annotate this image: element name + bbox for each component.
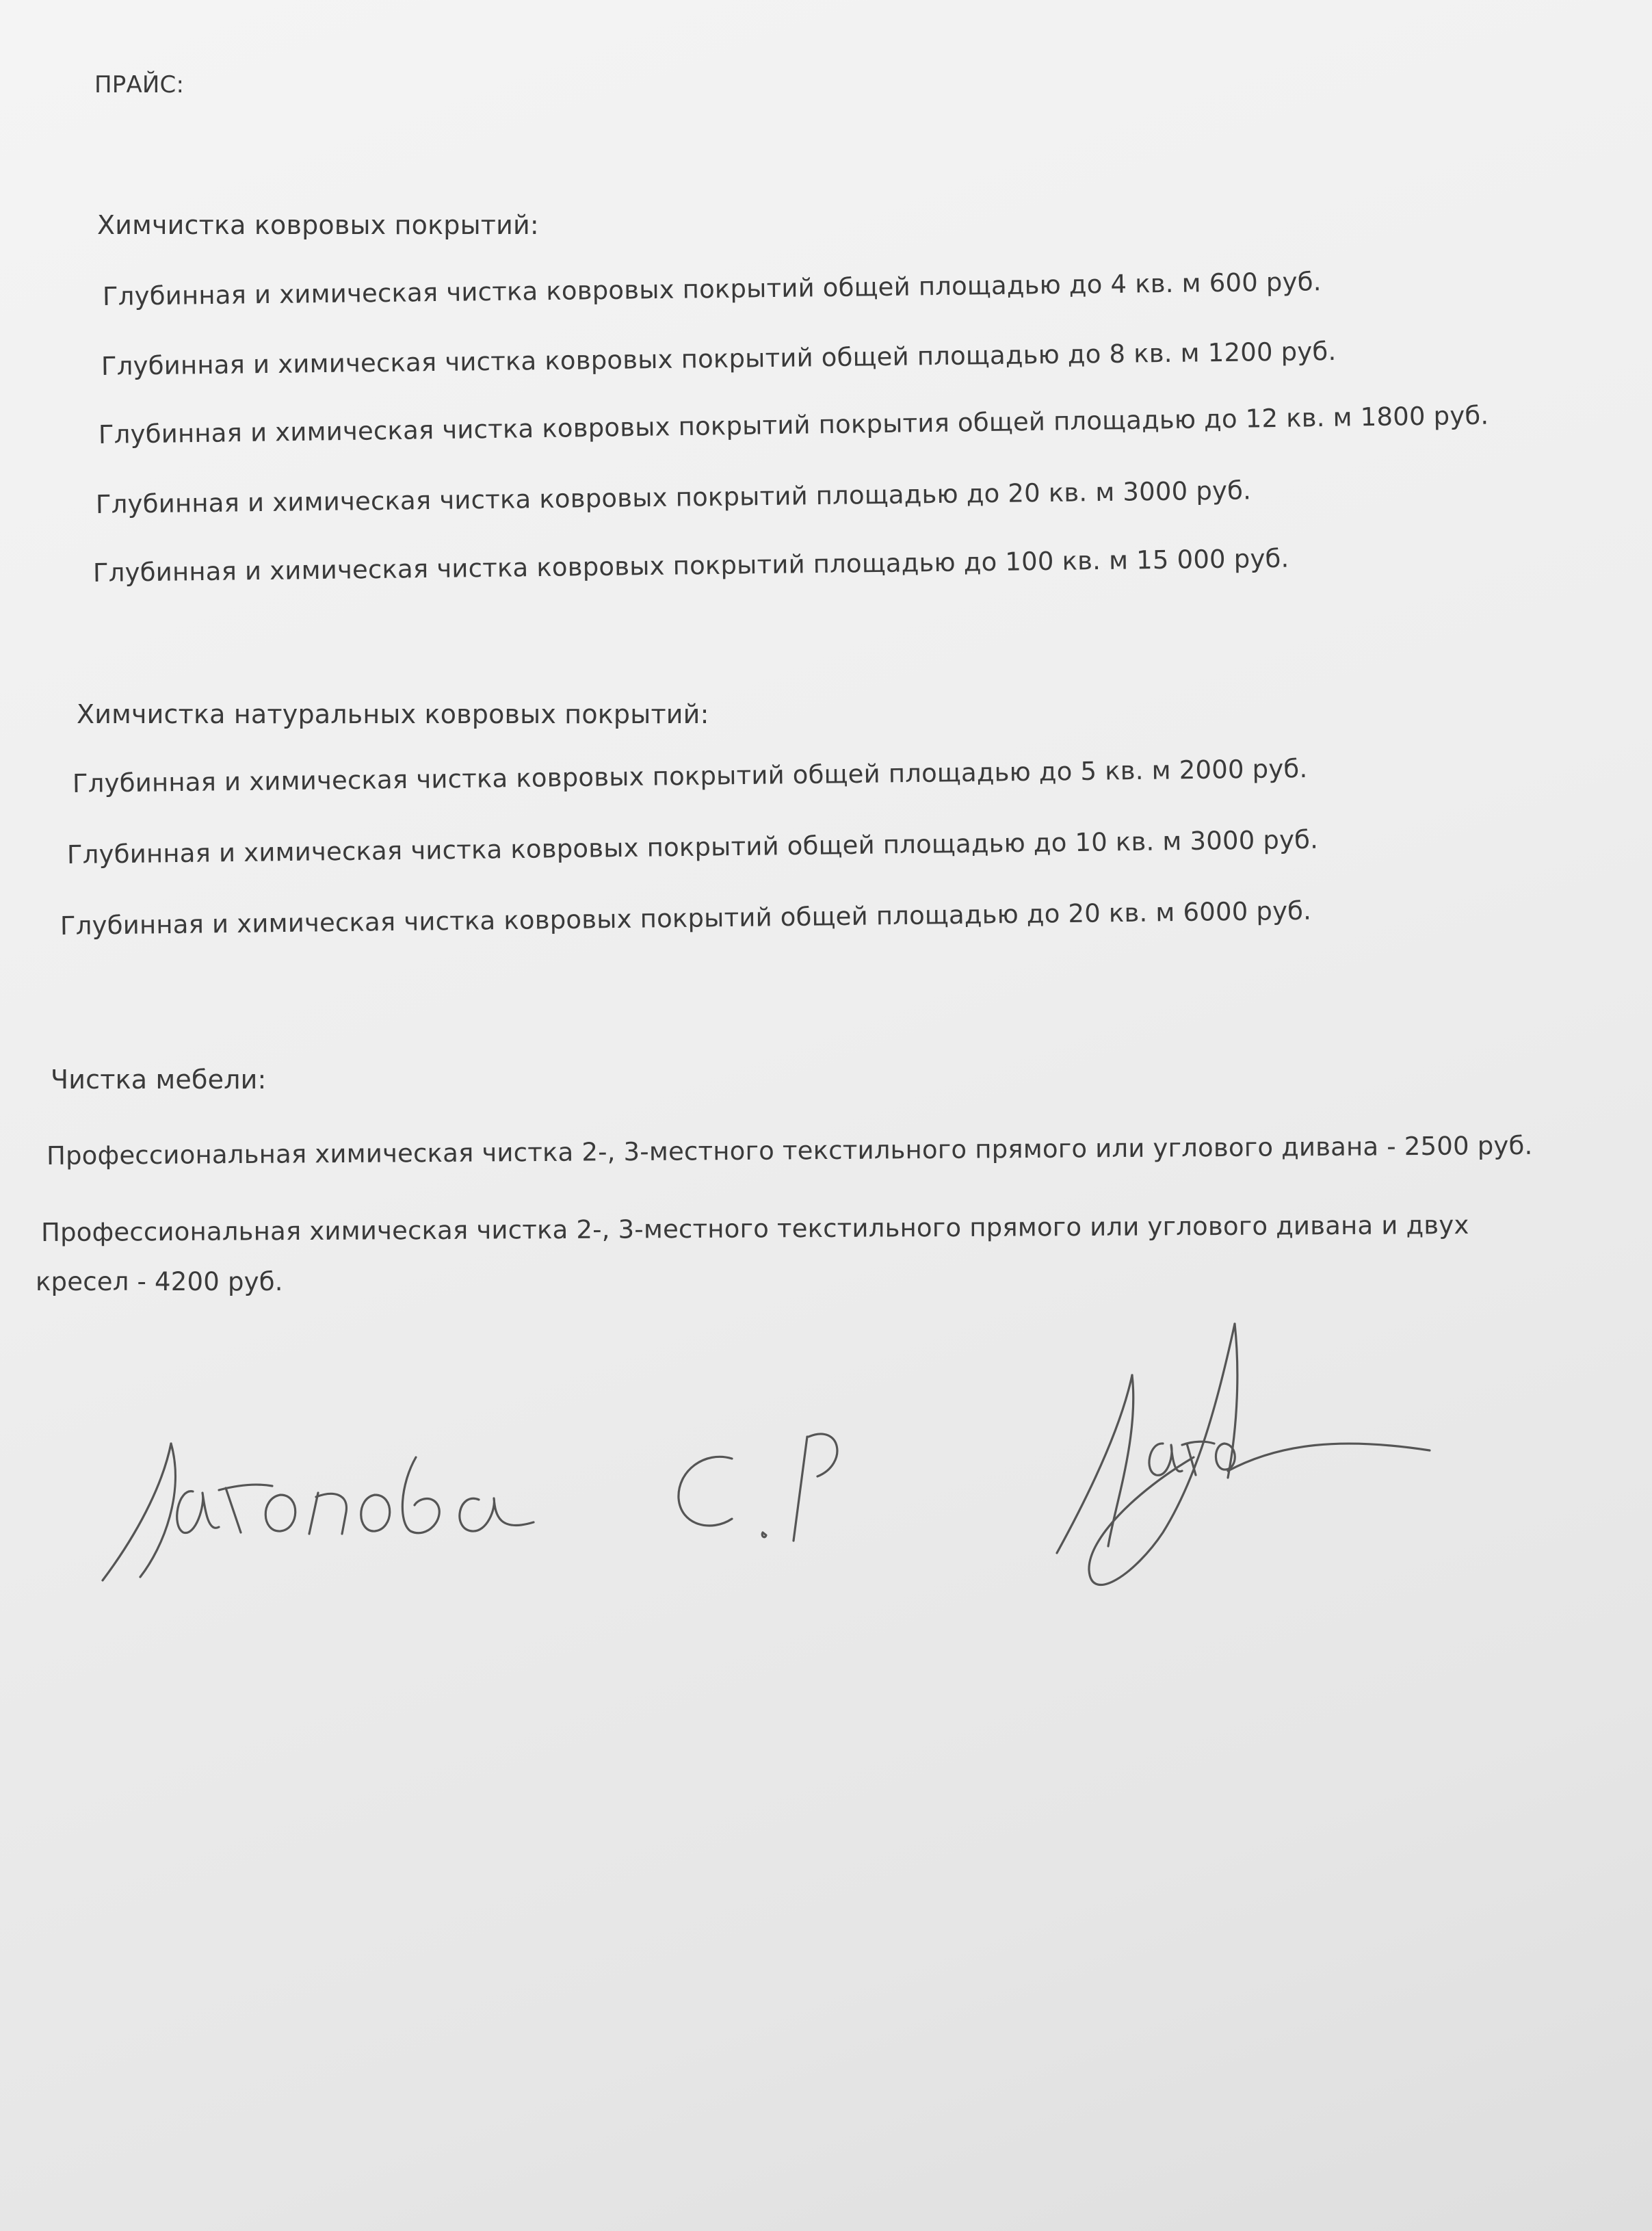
price-item: Профессиональная химическая чистка 2-, 3-местного текстильного прямого или углового дивана - 2500 руб.: [46, 1130, 1533, 1171]
price-item: Профессиональная химическая чистка 2-, 3-местного текстильного прямого или углового дивана и двух: [40, 1210, 1469, 1247]
price-item: Глубинная и химическая чистка ковровых покрытий общей площадью до 4 кв. м 600 руб.: [102, 267, 1322, 311]
price-item: Глубинная и химическая чистка ковровых покрытий общей площадью до 5 кв. м 2000 руб.: [72, 753, 1308, 798]
price-item: Глубинная и химическая чистка ковровых покрытий покрытия общей площадью до 12 кв. м 1800 руб.: [98, 400, 1489, 449]
price-item: Глубинная и химическая чистка ковровых покрытий общей площадью до 20 кв. м 6000 руб.: [60, 896, 1312, 941]
price-item: Глубинная и химическая чистка ковровых покрытий площадью до 100 кв. м 15 000 руб.: [92, 543, 1289, 588]
document-title: ПРАЙС:: [94, 71, 185, 99]
section-heading-natural-carpet: Химчистка натуральных ковровых покрытий:: [77, 699, 709, 729]
price-item: кресел - 4200 руб.: [36, 1267, 283, 1296]
price-item: Глубинная и химическая чистка ковровых покрытий общей площадью до 10 кв. м 3000 руб.: [66, 824, 1319, 870]
section-heading-furniture: Чистка мебели:: [51, 1065, 267, 1095]
price-item: Глубинная и химическая чистка ковровых покрытий общей площадью до 8 кв. м 1200 руб.: [101, 336, 1337, 381]
section-heading-carpet: Химчистка ковровых покрытий:: [97, 210, 539, 240]
price-item: Глубинная и химическая чистка ковровых покрытий площадью до 20 кв. м 3000 руб.: [95, 475, 1252, 519]
